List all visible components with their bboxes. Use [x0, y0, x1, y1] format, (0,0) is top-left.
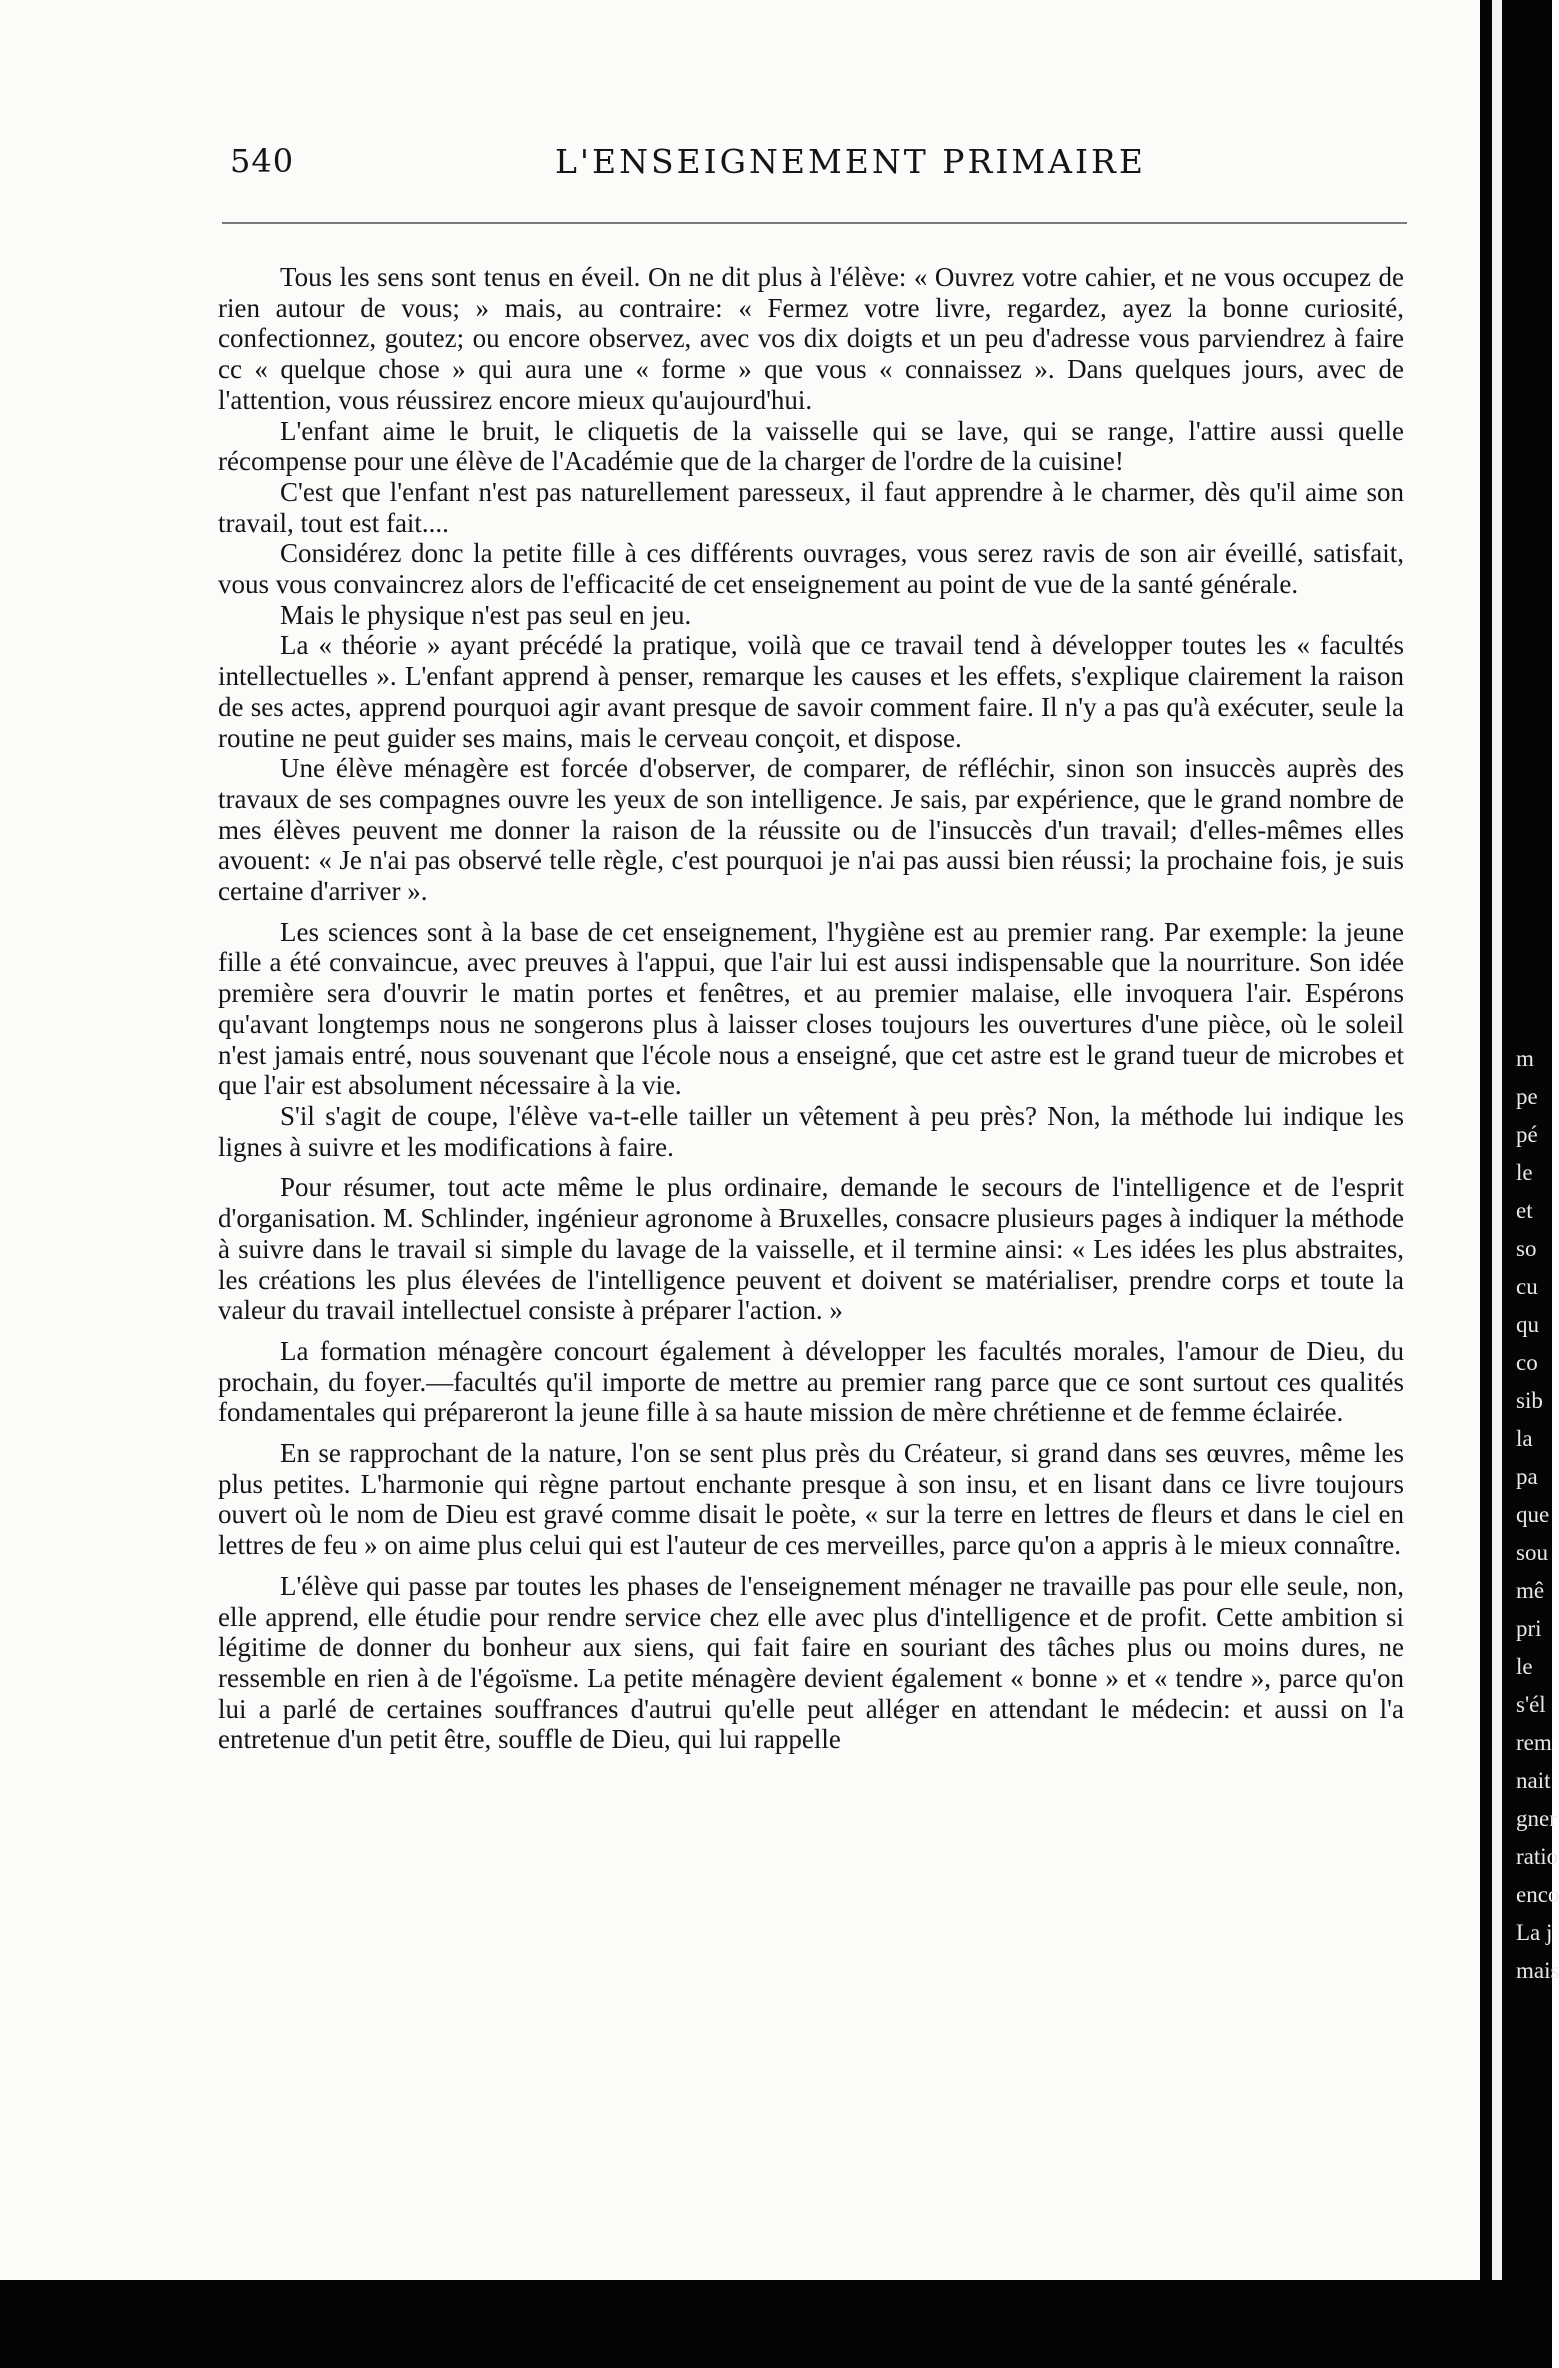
paragraph: Considérez donc la petite fille à ces différents ouvrages, vous serez ravis de son air éveillé, satisfait, vous vous convaincrez alors de l'efficacité de cet enseignement au point de vue de la santé générale. — [218, 538, 1404, 600]
fragment: sou — [1516, 1540, 1548, 1565]
fragment: cu — [1516, 1274, 1538, 1299]
article-body — [218, 262, 1404, 1755]
fragment: ratio — [1516, 1844, 1559, 1869]
fragment: mê — [1516, 1578, 1545, 1603]
fragment: le — [1516, 1160, 1533, 1185]
fragment: sib — [1516, 1388, 1543, 1413]
header-rule — [222, 222, 1407, 224]
paragraph: S'il s'agit de coupe, l'élève va-t-elle tailler un vêtement à peu près? Non, la méthode lui indique les lignes à suivre et les modifications à faire. — [218, 1100, 1404, 1162]
paragraph: C'est que l'enfant n'est pas naturellement paresseux, il faut apprendre à le charmer, dès qu'il aime son travail, tout est fait.... — [218, 476, 1404, 538]
paragraph: Mais le physique n'est pas seul en jeu. — [280, 599, 692, 630]
fragment: co — [1516, 1350, 1538, 1375]
paragraph: La formation ménagère concourt également à développer les facultés morales, l'amour de Dieu, du prochain, du foyer.—facultés qu'il importe de mettre au premier rang parce que ce sont surtout ces qualités fondamentales qui prépareront la jeune fille à sa haute mission de mère chrétienne et de femme éclairée. — [218, 1335, 1404, 1428]
fragment: gner — [1516, 1806, 1557, 1831]
fragment: enco — [1516, 1882, 1559, 1907]
adjacent-page-text — [1516, 1040, 1559, 1990]
fragment: la — [1516, 1426, 1533, 1451]
paragraph: L'élève qui passe par toutes les phases de l'enseignement ménager ne travaille pas pour elle seule, non, elle apprend, elle étudie pour rendre service chez elle avec plus d'intelligence et de profit. Cette ambition si légitime de donner du bonheur aux siens, qui fait faire en souriant des tâches plus ou moins dures, ne ressemble en rien à de l'égoïsme. La petite ménagère devient également « bonne » et « tendre », parce qu'on lui a parlé de certaines souffrances d'autrui qu'elle peut alléger en attendant le médecin: et aussi on l'a entretenue d'un petit être, souffle de Dieu, qui lui rappelle — [218, 1570, 1404, 1755]
scan-bottom-border — [0, 2280, 1552, 2368]
paragraph: Tous les sens sont tenus en éveil. On ne dit plus à l'élève: « Ouvrez votre cahier, et ne vous occupez de rien autour de vous; » mais, au contraire: « Fermez votre livre, regardez, ayez la bonne curiosité, confectionnez, goutez; ou encore observez, avec vos dix doigts et un peu d'adresse vous parviendrez à faire cc « quelque chose » qui aura une « forme » que vous « connaissez ». Dans quelques jours, avec de l'attention, vous réussirez encore mieux qu'aujourd'hui. — [218, 262, 1404, 415]
fragment: so — [1516, 1236, 1537, 1261]
fragment: qu — [1516, 1312, 1539, 1337]
fragment: pé — [1516, 1122, 1538, 1147]
fragment: rem — [1516, 1730, 1552, 1755]
page-number: 540 — [230, 142, 295, 180]
paragraph: Pour résumer, tout acte même le plus ordinaire, demande le secours de l'intelligence et de l'esprit d'organisation. M. Schlinder, ingénieur agronome à Bruxelles, consacre plusieurs pages à indiquer la méthode à suivre dans le travail si simple du lavage de la vaisselle, et il termine ainsi: « Les idées les plus abstraites, les créations les plus élevées de l'intelligence peuvent et doivent se matérialiser, prendre corps et toute la valeur du travail intellectuel consiste à préparer l'action. » — [218, 1172, 1404, 1326]
fragment: et — [1516, 1198, 1533, 1223]
page-spine — [1492, 0, 1502, 2280]
journal-title: L'ENSEIGNEMENT PRIMAIRE — [555, 142, 1146, 181]
paragraph: Une élève ménagère est forcée d'observer, de comparer, de réfléchir, sinon son insuccès auprès des travaux de ses compagnes ouvre les yeux de son intelligence. Je sais, par expérience, que le grand nombre de mes élèves peuvent me donner la raison de la réussite ou de l'insuccès d'un travail; d'elles-mêmes elles avouent: « Je n'ai pas observé telle règle, c'est pourquoi je n'ai pas aussi bien réussi; la prochaine fois, je suis certaine d'arriver ». — [218, 753, 1404, 907]
paragraph: Les sciences sont à la base de cet enseignement, l'hygiène est au premier rang. Par exemple: la jeune fille a été convaincue, avec preuves à l'appui, que l'air lui est aussi indispensable que la nourriture. Son idée première sera d'ouvrir le matin portes et fenêtres, et au premier malaise, elle invoquera l'air. Espérons qu'avant longtemps nous ne songerons plus à laisser closes toujours les ouvertures d'une pièce, où le soleil n'est jamais entré, nous souvenant que l'école nous a enseigné, que cet astre est le grand tueur de microbes et que l'air est absolument nécessaire à la vie. — [218, 916, 1404, 1101]
fragment: mais — [1516, 1958, 1559, 1983]
fragment: m — [1516, 1046, 1534, 1071]
running-header — [230, 142, 1410, 182]
fragment: pa — [1516, 1464, 1538, 1489]
fragment: que — [1516, 1502, 1550, 1527]
paragraph: La « théorie » ayant précédé la pratique, voilà que ce travail tend à développer toutes les « facultés intellectuelles ». L'enfant apprend à penser, remarque les causes et les effets, s'explique clairement la raison de ses actes, apprend pourquoi agir avant presque de savoir comment faire. Il n'y a pas qu'à exécuter, seule la routine ne peut guider ses mains, mais le cerveau conçoit, et dispose. — [218, 630, 1404, 753]
fragment: s'él — [1516, 1692, 1546, 1717]
fragment: pe — [1516, 1084, 1538, 1109]
fragment: le — [1516, 1654, 1533, 1679]
fragment: La j — [1516, 1920, 1553, 1945]
fragment: pri — [1516, 1616, 1542, 1641]
paragraph: En se rapprochant de la nature, l'on se sent plus près du Créateur, si grand dans ses œuvres, même les plus petites. L'harmonie qui règne partout enchante presque à son insu, et en lisant dans ce livre toujours ouvert où le nom de Dieu est gravé comme disait le poète, « sur la terre en lettres de fleurs et dans le ciel en lettres de feu » on aime plus celui qui est l'auteur de ces merveilles, parce qu'on a appris à le mieux connaître. — [218, 1438, 1404, 1561]
paragraph: L'enfant aime le bruit, le cliquetis de la vaisselle qui se lave, qui se range, l'attire aussi quelle récompense pour une élève de l'Académie que de la charger de l'ordre de la cuisine! — [218, 415, 1404, 477]
fragment: nait — [1516, 1768, 1551, 1793]
